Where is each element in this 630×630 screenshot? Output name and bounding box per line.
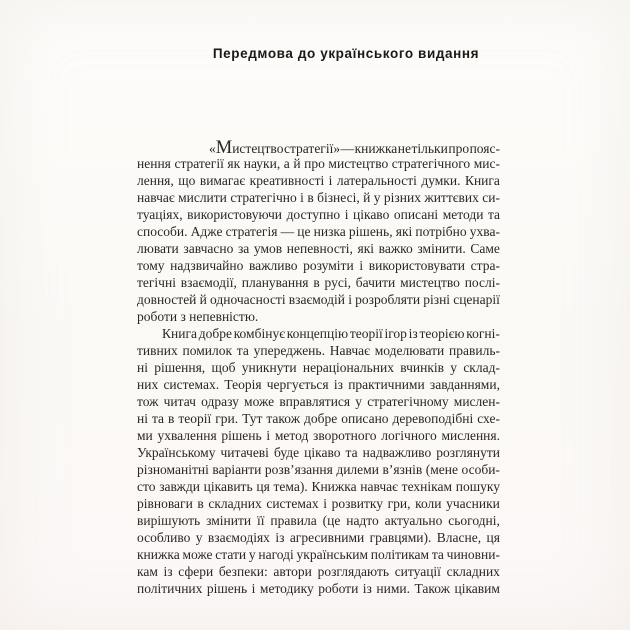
text-line: туаціях, використовуючи доступно і цікаво описані методи та — [137, 207, 500, 222]
text-line: кам із сфери безпеки: автори розглядають ситуації складних — [137, 564, 500, 579]
text-line: «Мистецтво стратегії» — книжка не тільки про пояс- — [209, 138, 500, 158]
text-line: довностей й одночасності взаємодій і розробляти різні сценарії — [137, 292, 500, 307]
text-line: різноманітні варіанти розв’язання дилеми в’язнів (мене особи- — [137, 462, 500, 477]
text-line: ні рішення, щоб уникнути нераціональних вчинків у склад- — [137, 360, 500, 375]
text-line: політичних рішень і методику роботи із ними. Також цікавим — [137, 581, 500, 596]
text-line: особливо у взаємодіях із агресивними гравцями). Власне, ця — [137, 530, 500, 545]
text-line: Українському читачеві буде цікаво та надважливо розглянути — [137, 445, 500, 460]
text-line: книжка може стати у нагоді українським політикам та чиновни- — [137, 547, 500, 562]
text-line: тому надзвичайно важливо розуміти і використовувати стра- — [137, 258, 500, 273]
text-line: лювати завчасно за умов непевності, які важко змінити. Саме — [137, 241, 500, 256]
text-line: навчає мислити стратегічно і в бізнесі, й у різних життєвих си- — [137, 190, 500, 205]
text-line: ми ухвалення рішень і метод зворотного логічного мислення. — [137, 428, 500, 443]
text-line: тивних помилок та упереджень. Навчає моделювати правиль- — [137, 343, 500, 358]
text-line: Книга добре комбінує концепцію теорії ігор із теорією когні- — [162, 326, 500, 341]
text-line: сто завжди цікавить ця тема). Книжка навчає технікам пошуку — [137, 479, 500, 494]
text-line: способи. Адже стратегія — це низка рішень, які потрібно ухва- — [137, 224, 500, 239]
text-line: нення стратегії як науки, а й про мистецтво стратегічного мис- — [137, 156, 500, 171]
text-line: них системах. Теорія чергується із практичними завданнями, — [137, 377, 500, 392]
text-line: рівноваги в складних системах і розвитку гри, коли учасники — [137, 496, 500, 511]
text-line: вирішують змінити її правила (це надто актуально сьогодні, — [137, 513, 500, 528]
text-line: тегічні взаємодії, планування в русі, бачити мистецтво послі- — [137, 275, 500, 290]
text-line: лення, що вимагає креативності і латеральності думки. Книга — [137, 173, 500, 188]
versal-initial: М — [215, 138, 233, 158]
text-line: ні та в теорії гри. Тут також добре описано деревоподібні схе- — [137, 411, 500, 426]
page-text — [137, 139, 500, 598]
paragraph — [137, 326, 500, 598]
text-line: роботи з непевністю. — [137, 309, 259, 324]
paragraph — [137, 139, 500, 326]
text-line: тож читач одразу може вправлятися у стратегічному мислен- — [137, 394, 500, 409]
chapter-heading: Передмова до українського видання — [212, 46, 480, 61]
